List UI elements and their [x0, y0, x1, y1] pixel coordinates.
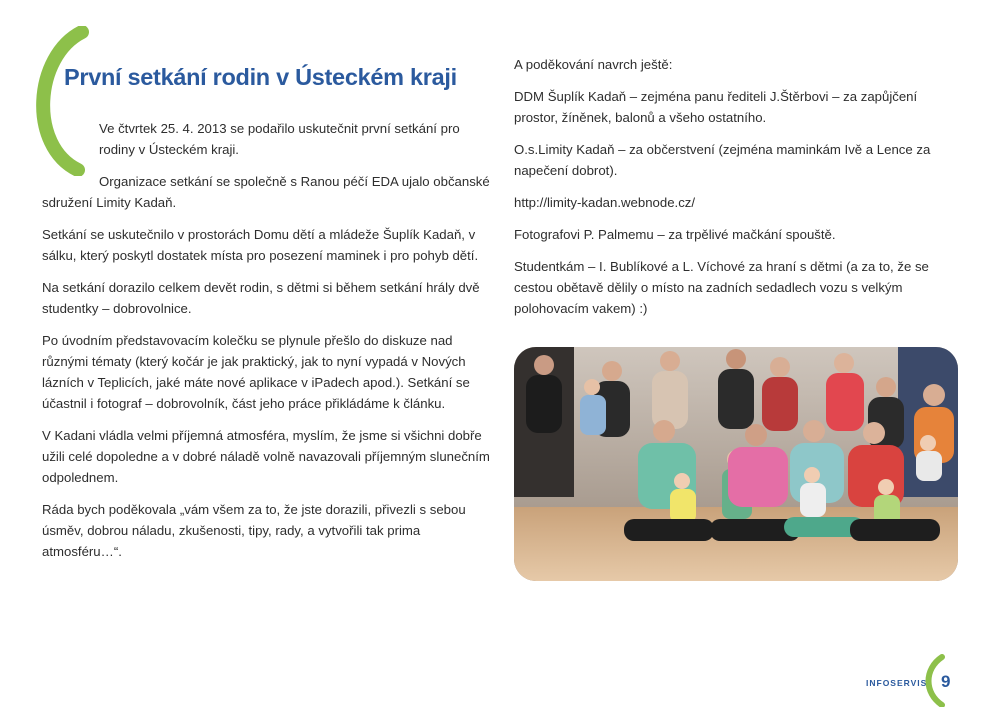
paragraph-organizers: Organizace setkání se společně s Ranou péčí EDA ujalo občanské sdružení Limity Kadaň.	[42, 174, 490, 210]
paragraph-attendance: Na setkání dorazilo celkem devět rodin, s dětmi si během setkání hrály dvě studentky – dobrovolnice.	[42, 280, 480, 316]
paragraph-venue: Setkání se uskutečnilo v prostorách Domu dětí a mládeže Šuplík Kadaň, v sálku, který poskytl dostatek místa pro posezení maminek i pro pohyb dětí.	[42, 227, 479, 263]
paragraph-intro: Ve čtvrtek 25. 4. 2013 se podařilo uskutečnit první setkání pro rodiny v Ústeckém kraji.	[99, 121, 460, 157]
paragraph-thanks: Ráda bych poděkovala „vám všem za to, že jste dorazili, přivezli s sebou úsměv, dobrou náladu, zkušenosti, tipy, rady, a vytvořili tak prima atmosféru…“.	[42, 502, 466, 559]
article-title: První setkání rodin v Ústeckém kraji	[64, 64, 457, 90]
paragraph-discussion: Po úvodním představovacím kolečku se plynule přešlo do diskuze nad různými tématy (který kočár je jak praktický, jak to nyní vypadá v Nových lázních v Teplicích, jaké máte nové aplikace v iPadech apod.). Setkání se účastnil i fotograf – dobrovolník, část jeho práce přikládáme k článku.	[42, 333, 470, 411]
page-number: 9	[941, 672, 951, 691]
thanks-photographer: Fotografovi P. Palmemu – za trpělivé mačkání spouště.	[514, 227, 836, 242]
left-column	[42, 118, 492, 573]
website-link[interactable]: http://limity-kadan.webnode.cz/	[514, 195, 696, 210]
paragraph-atmosphere: V Kadani vládla velmi příjemná atmosféra, myslím, že jsme si všichni dobře užili celé dopoledne a v dobré náladě volně navazovali příjemným slunečním odpolednem.	[42, 428, 490, 485]
thanks-ddm: DDM Šuplík Kadaň – zejména panu řediteli J.Štěrbovi – za zapůjčení prostor, žíněnek, balonů a všeho ostatního.	[514, 89, 918, 125]
group-photo	[514, 347, 958, 581]
right-column	[514, 54, 962, 330]
thanks-students: Studentkám – I. Bublíkové a L. Víchové za hraní s dětmi (a za to, že se cestou obětavě dělily o místo na zadních sedadlech vozu s velkým polohovacím vakem) :)	[514, 259, 929, 316]
thanks-limity: O.s.Limity Kadaň – za občerstvení (zejména maminkám Ivě a Lence za napečení dobrot).	[514, 142, 931, 178]
thanks-heading: A poděkování navrch ještě:	[514, 57, 673, 72]
publication-label: INFOSERVIS	[866, 678, 928, 688]
